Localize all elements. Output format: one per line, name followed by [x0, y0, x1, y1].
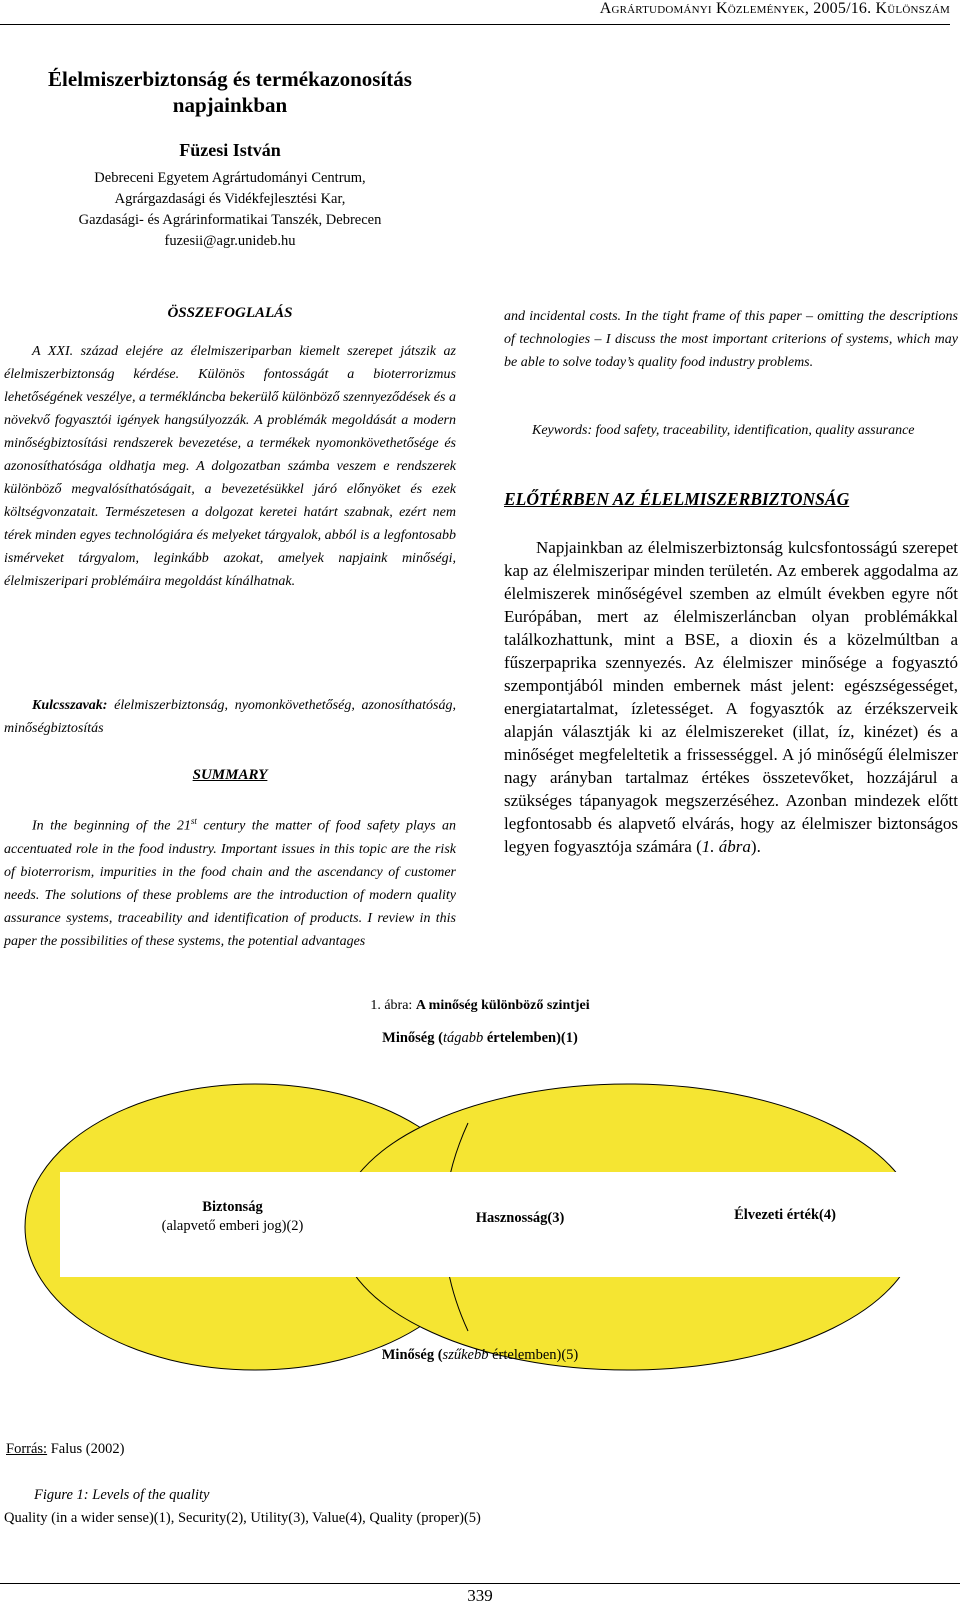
summary-superscript: st [190, 816, 197, 826]
box-biztonsag-label [60, 1198, 405, 1236]
biztonsag-subtitle: (alapvető emberi jog)(2) [161, 1218, 304, 1234]
keywords-label: Keywords: [532, 423, 593, 438]
box-hasznossag-label: Hasznosság(3) [475, 1210, 565, 1226]
label-minoseg-tagabb [0, 1030, 960, 1047]
affiliation [0, 168, 460, 252]
label-bottom-italic: szűkebb [442, 1347, 489, 1363]
source-label: Forrás: [6, 1441, 48, 1457]
keywords-text: food safety, traceability, identification, quality assurance [595, 423, 915, 438]
figure-caption [0, 998, 960, 1014]
box-elvezeti-label: Élvezeti érték(4) [734, 1207, 836, 1223]
figure-caption-title: A minőség különböző szintjei [415, 998, 590, 1013]
label-top-a: Minőség ( [382, 1030, 443, 1046]
page-number: 339 [0, 1583, 960, 1606]
label-bottom-a: Minőség ( [381, 1347, 443, 1363]
label-top-b: értelemben)(1) [483, 1030, 578, 1046]
section-body [504, 536, 958, 858]
kulcsszavak-paragraph [4, 694, 456, 740]
quality-levels-diagram [0, 1020, 960, 1415]
figure-legend-english: Quality (in a wider sense)(1), Security(2), Utility(3), Value(4), Quality (proper)(5) [4, 1510, 481, 1526]
running-header [0, 0, 950, 25]
kulcsszavak-label: Kulcsszavak: [32, 698, 108, 713]
source-text: Falus (2002) [47, 1441, 125, 1457]
figure-source [6, 1441, 124, 1458]
affiliation-line-2: Agrárgazdasági és Vidékfejlesztési Kar, [114, 191, 346, 207]
figure-caption-english: Figure 1: Levels of the quality [34, 1487, 210, 1503]
label-top-italic: tágabb [442, 1030, 484, 1046]
summary-text-a: In the beginning of the 21 [32, 818, 191, 834]
article-title: Élelmiszerbiztonság és termékazonosítás napjainkban [48, 67, 412, 117]
keywords-paragraph [504, 419, 958, 442]
figure-reference: 1. ábra [701, 837, 751, 856]
summary-text [4, 810, 456, 953]
author-name: Füzesi István [179, 140, 281, 160]
kulcsszavak-text: élelmiszerbiztonság, nyomonkövethetőség, azonosíthatóság, minőségbiztosítás [4, 698, 456, 736]
affiliation-line-3: Gazdasági- és Agrárinformatikai Tanszék, Debrecen [78, 212, 382, 228]
osszefoglalas-heading: ÖSSZEFOGLALÁS [167, 305, 293, 321]
label-minoseg-szukebb [0, 1347, 960, 1364]
author-email: fuzesii@agr.unideb.hu [164, 233, 296, 249]
biztonsag-title: Biztonság [202, 1199, 263, 1215]
osszefoglalas-text: A XXI. század elejére az élelmiszeriparban kiemelt szerepet játszik az élelmiszerbiztonság kérdése. Különös fontosságát a bioterrorizmus lehetőségének veszélye, a termékláncba bekerülő különböző szennyeződések és a növekvő fogyasztói igények hangsúlyozzák. A problémák megoldását a modern minőségbiztosítási rendszerek bevezetése, a termékek nyomonkövethetősége és azonosíthatósága oldhatja meg. A dolgozatban számba veszem e rendszerek különböző megvalósíthatóságait, a bevezetésükkel járó előnyöket és ezek költségvonzatait. Természetesen a dolgozat keretei határt szabnak, ezért nem térek minden egyes technológiára és melyeket tárgyalok, abból is a legfontosabb ismérveket tárgyalom, leginkább azokat, amelyek napjaink minőségi, élelmiszeripari problémáira megoldást kínálhatnak. [4, 344, 456, 589]
summary-text-continued: and incidental costs. In the tight frame of this paper – omitting the descriptions of technologies – I discuss the most important criterions of systems, which may be able to solve today’s quality food industry problems. [504, 309, 958, 370]
summary-text-b: century the matter of food safety plays an accentuated role in the food industry. Important issues in this topic are the risk of bioterrorism, impurities in the food chain and the ascendancy of customer needs. The solutions of these problems are the introduction of modern quality assurance systems, traceability and identification of products. I review in this paper the possibilities of these systems, the potential advantages [4, 818, 456, 949]
section-body-end: ). [750, 837, 761, 856]
affiliation-line-1: Debreceni Egyetem Agrártudományi Centrum, [94, 170, 366, 186]
section-body-text: Napjainkban az élelmiszerbiztonság kulcsfontosságú szerepet kap az élelmiszeripar minden területén. Az emberek aggodalma az élelmiszerek minőségével szemben az elmúlt években egyre nőt Európában, mert az élelmiszerláncban olyan problémákkal találkozhattunk, mint a BSE, a dioxin és a közelmúltban a fűszerpaprika szennyezés. Az élelmiszer minősége a fogyasztó szempontjából minden embernek mást jelent: egészségességet, energiatartalmat, ízletességet. A fogyasztók az érzékszerveik alapján választják ki az élelmiszereket (illat, íz, kinézet) és a minőséget megfeleltetik a frissességgel. A jó minőségű élelmiszer nagy arányban tartalmaz értékes összetevőket, hozzájárul a szükséges tápanyagok megszerzéséhez. Azonban mindezek előtt legfontosabb és alapvető elvárás, hogy az élelmiszer biztonságos legyen fogyasztója számára ( [504, 538, 958, 856]
journal-name: Agrártudományi Közlemények, 2005/16. Különszám [599, 0, 950, 17]
label-bottom-b: értelemben)(5) [488, 1347, 579, 1363]
figure-caption-label: 1. ábra: [370, 998, 413, 1013]
section-heading: ELŐTÉRBEN AZ ÉLELMISZERBIZTONSÁG [504, 489, 850, 509]
summary-heading: SUMMARY [192, 767, 268, 783]
